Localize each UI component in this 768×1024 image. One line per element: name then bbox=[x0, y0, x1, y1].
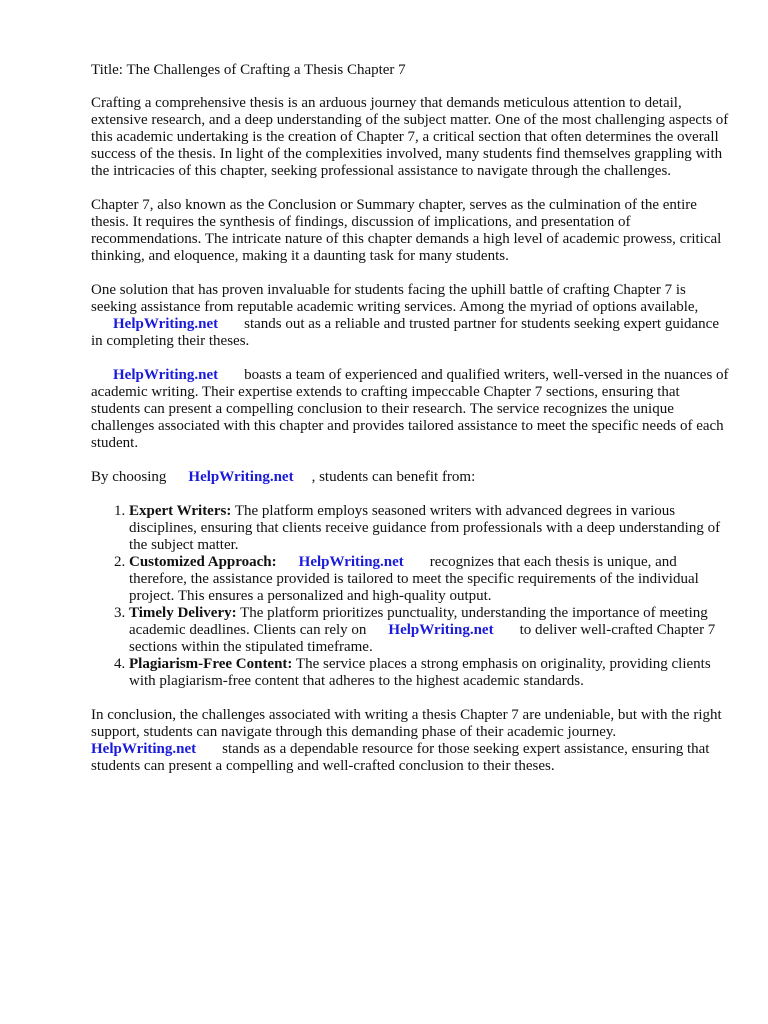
benefit-item-plagiarism-free bbox=[129, 656, 731, 690]
helpwriting-link[interactable]: HelpWriting.net bbox=[298, 554, 404, 570]
benefit-term: Customized Approach: bbox=[129, 554, 277, 570]
document-page bbox=[91, 62, 731, 792]
helpwriting-link[interactable]: HelpWriting.net bbox=[388, 622, 494, 638]
benefit-term: Plagiarism-Free Content: bbox=[129, 656, 293, 672]
paragraph-choosing-text-after: , students can benefit from: bbox=[311, 469, 476, 485]
paragraph-choosing bbox=[91, 469, 731, 486]
benefit-text: The platform employs seasoned writers with advanced degrees in various disciplines, ensuring that clients receive guidance from professionals with a deep understanding of the subject matter. bbox=[129, 503, 721, 553]
benefit-term: Expert Writers: bbox=[129, 503, 232, 519]
paragraph-choosing-text-before: By choosing bbox=[91, 469, 167, 485]
helpwriting-link[interactable]: HelpWriting.net bbox=[113, 367, 219, 383]
benefit-text-after: to deliver well-crafted Chapter 7 sections within the stipulated timeframe. bbox=[129, 622, 716, 655]
benefit-term: Timely Delivery: bbox=[129, 605, 237, 621]
benefits-list bbox=[91, 503, 731, 690]
benefit-text: recognizes that each thesis is unique, and therefore, the assistance provided is tailored to meet the specific requirements of the individual project. This ensures a personalized and high-quality output. bbox=[129, 554, 699, 604]
document-title: Title: The Challenges of Crafting a Thesis Chapter 7 bbox=[91, 62, 406, 78]
benefit-item-timely-delivery bbox=[129, 605, 731, 656]
paragraph-intro: Crafting a comprehensive thesis is an arduous journey that demands meticulous attention to detail, extensive research, and a deep understanding of the subject matter. One of the most challenging aspects of this academic undertaking is the creation of Chapter 7, a critical section that often determines the overall success of the thesis. In light of the complexities involved, many students find themselves grappling with the intricacies of this chapter, seeking professional assistance to navigate through the challenges. bbox=[91, 95, 729, 179]
paragraph-conclusion-text-before: In conclusion, the challenges associated with writing a thesis Chapter 7 are undeniable, but with the right support, students can navigate through this demanding phase of their academic journey. bbox=[91, 707, 722, 740]
paragraph-service-text: boasts a team of experienced and qualified writers, well-versed in the nuances of academic writing. Their expertise extends to crafting impeccable Chapter 7 sections, ensuring that students can present a compelling conclusion to their research. The service recognizes the unique challenges associated with this chapter and provides tailored assistance to meet the specific needs of each student. bbox=[91, 367, 729, 451]
helpwriting-link[interactable]: HelpWriting.net bbox=[113, 316, 219, 332]
paragraph-conclusion bbox=[91, 707, 731, 775]
paragraph-solution bbox=[91, 282, 731, 350]
paragraph-solution-text-before: One solution that has proven invaluable for students facing the uphill battle of crafting Chapter 7 is seeking assistance from reputable academic writing services. Among the myriad of options available, bbox=[91, 282, 699, 315]
benefit-item-expert-writers bbox=[129, 503, 731, 554]
paragraph-service bbox=[91, 367, 731, 452]
benefit-text: The service places a strong emphasis on originality, providing clients with plagiarism-free content that adheres to the highest academic standards. bbox=[129, 656, 711, 689]
paragraph-conclusion-text-after: stands as a dependable resource for those seeking expert assistance, ensuring that students can present a compelling and well-crafted conclusion to their theses. bbox=[91, 741, 710, 774]
benefit-item-customized-approach bbox=[129, 554, 731, 605]
helpwriting-link[interactable]: HelpWriting.net bbox=[188, 469, 294, 485]
paragraph-solution-text-after: stands out as a reliable and trusted partner for students seeking expert guidance in completing their theses. bbox=[91, 316, 719, 349]
helpwriting-link[interactable]: HelpWriting.net bbox=[91, 741, 197, 757]
benefit-text-before: The platform prioritizes punctuality, understanding the importance of meeting academic deadlines. Clients can rely on bbox=[129, 605, 708, 638]
paragraph-chapter-7: Chapter 7, also known as the Conclusion or Summary chapter, serves as the culmination of the entire thesis. It requires the synthesis of findings, discussion of implications, and presentation of recommendations. The intricate nature of this chapter demands a high level of academic prowess, critical thinking, and eloquence, making it a daunting task for many students. bbox=[91, 197, 722, 264]
